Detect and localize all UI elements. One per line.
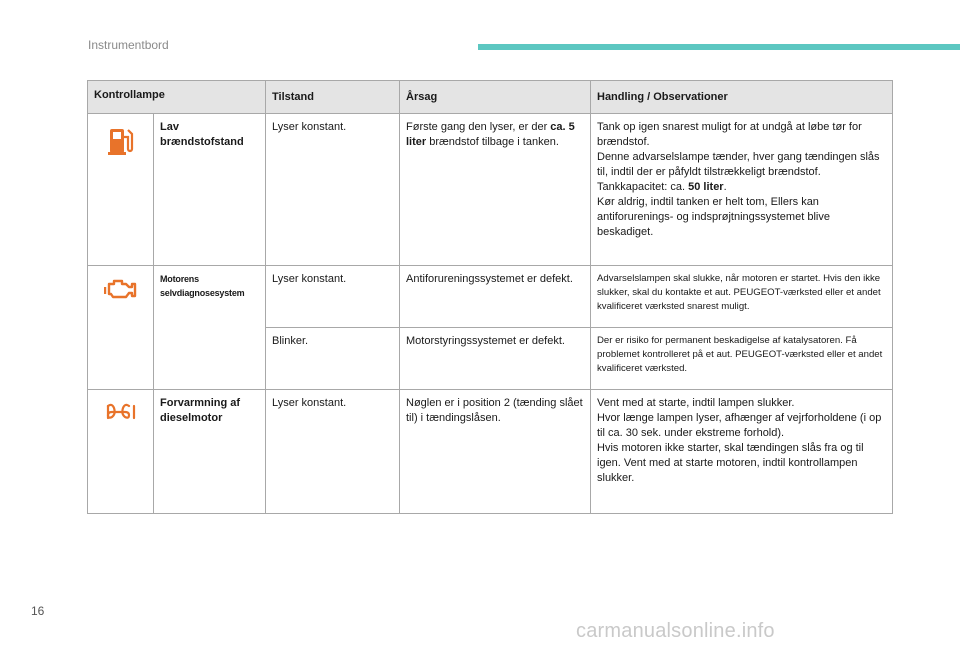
glow-plug-icon: [94, 402, 147, 422]
state-cell: Lyser konstant.: [266, 266, 400, 328]
cause-cell: Motorstyringssystemet er defekt.: [400, 328, 591, 390]
cause-cell: Antiforureningssystemet er defekt.: [400, 266, 591, 328]
action-cell: Advarselslampen skal slukke, når motoren er startet. Hvis den ikke slukker, skal du kontakte et aut. PEUGEOT-værksted eller et andet kvalificeret værksted snarest muligt.: [591, 266, 893, 328]
table-row: [88, 266, 893, 328]
warning-name: Forvarmning af dieselmotor: [154, 390, 266, 514]
cause-cell: Første gang den lyser, er der ca. 5 liter brændstof tilbage i tanken.: [400, 114, 591, 266]
table-row: [88, 114, 893, 266]
action-cell: Tank op igen snarest muligt for at undgå at løbe tør for brændstof. Denne advarselslampe tænder, hver gang tændingen slås til, indtil der er påfyldt tilstrækkeligt brændstof. Tankkapacitet: ca. 50 liter. Kør aldrig, indtil tanken er helt tom, Ellers kan antiforurenings- og indsprøjtningssystemet blive beskadiget.: [591, 114, 893, 266]
cause-cell: Nøglen er i position 2 (tænding slået til) i tændingslåsen.: [400, 390, 591, 514]
state-cell: Lyser konstant.: [266, 390, 400, 514]
table-header-row: [88, 81, 893, 114]
action-cell: Vent med at starte, indtil lampen slukker. Hvor længe lampen lyser, afhænger af vejrforholdene (i op til ca. 30 sek. under ekstreme forhold). Hvis motoren ikke starter, skal tændingen slås fra og til igen. Vent med at starte motoren, indtil kontrollampen slukker.: [591, 390, 893, 514]
warning-name: Lav brændstofstand: [154, 114, 266, 266]
watermark: carmanualsonline.info: [576, 620, 775, 642]
state-cell: Blinker.: [266, 328, 400, 390]
state-cell: Lyser konstant.: [266, 114, 400, 266]
warning-name: Motorens selvdiagnosesystem: [154, 266, 266, 390]
engine-icon: [94, 278, 147, 302]
column-header-action: Handling / Observationer: [591, 81, 893, 114]
warning-lights-table: [87, 80, 893, 514]
fuel-pump-icon: [94, 126, 147, 156]
table-row: [88, 390, 893, 514]
column-header-cause: Årsag: [400, 81, 591, 114]
action-cell: Der er risiko for permanent beskadigelse af katalysatoren. Få problemet kontrolleret på et aut. PEUGEOT-værksted eller et andet kvalificeret værksted.: [591, 328, 893, 390]
column-header-state: Tilstand: [266, 81, 400, 114]
section-title: Instrumentbord: [88, 38, 169, 52]
column-header-warning-light: Kontrollampe: [88, 81, 266, 114]
icon-cell: [88, 114, 154, 266]
icon-cell: [88, 390, 154, 514]
header-accent-bar: [478, 44, 960, 50]
icon-cell: [88, 266, 154, 390]
page-number: 16: [31, 604, 45, 618]
